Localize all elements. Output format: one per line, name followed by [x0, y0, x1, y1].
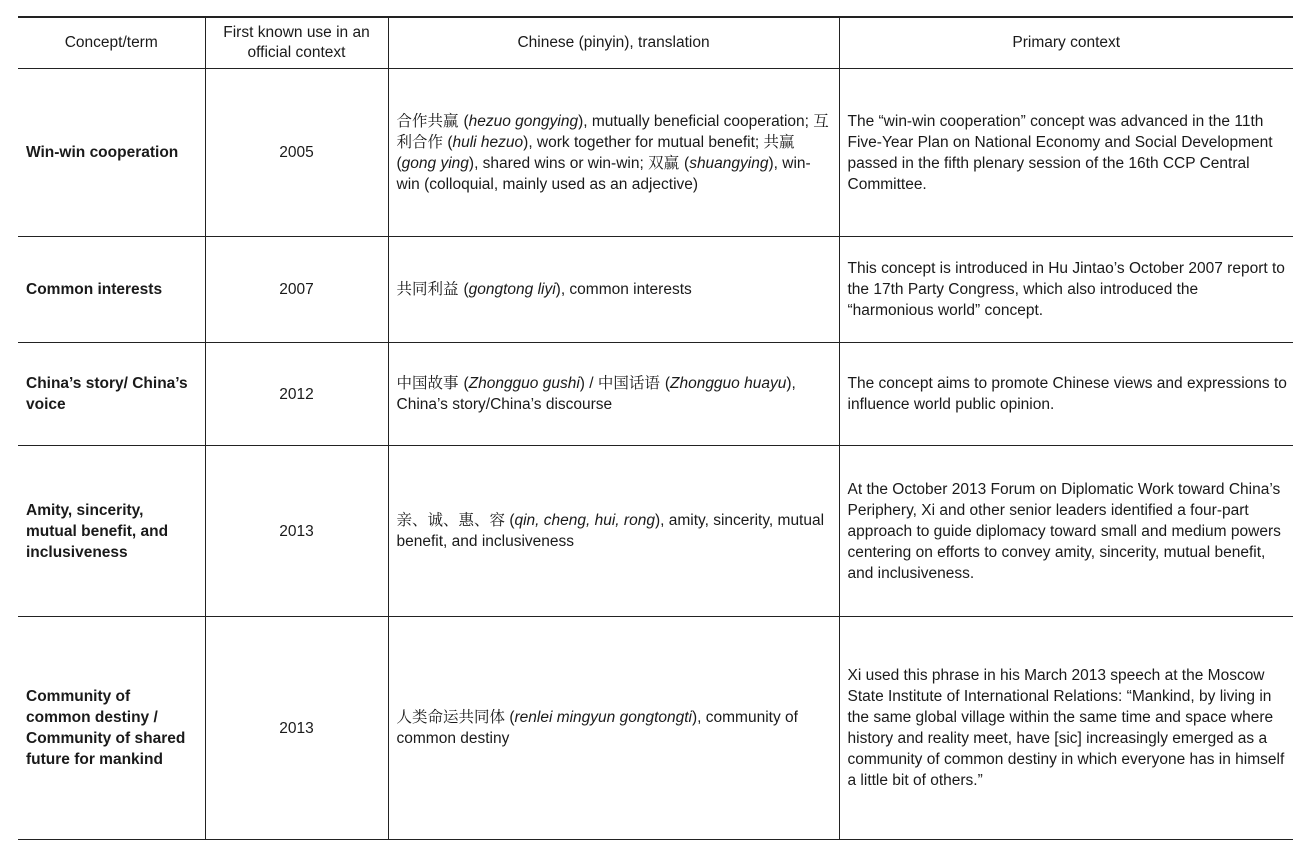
header-row — [18, 17, 1293, 69]
concept-cell: Community of common destiny / Community of shared future for mankind — [18, 617, 205, 840]
chinese-characters: 合作共赢 — [396, 111, 464, 130]
translation-text: ( — [505, 709, 515, 726]
pinyin-text: gongtong liyi — [468, 281, 556, 298]
chinese-cell — [388, 617, 839, 840]
translation-text: ), China’s story/China’s discourse — [396, 375, 796, 413]
year-cell: 2005 — [205, 69, 388, 237]
concepts-table — [18, 16, 1293, 840]
chinese-characters: 共同利益 — [396, 280, 464, 298]
concept-cell: Amity, sincerity, mutual benefit, and inclusiveness — [18, 446, 205, 617]
translation-text: ), shared wins or win-win; — [468, 154, 649, 172]
translation-text: ( — [463, 112, 469, 130]
chinese-characters: 共赢 — [763, 132, 795, 151]
chinese-characters: 人类命运共同体 — [396, 708, 506, 726]
translation-text: ( — [463, 375, 469, 392]
table-row — [18, 237, 1293, 343]
year-cell: 2007 — [205, 237, 388, 343]
translation-text: ), mutually beneficial cooperation; — [578, 112, 814, 130]
year-cell: 2012 — [205, 343, 388, 446]
concept-cell: China’s story/ China’s voice — [18, 343, 205, 446]
translation-text: ( — [396, 154, 402, 172]
context-cell: At the October 2013 Forum on Diplomatic Work toward China’s Periphery, Xi and other senior leaders identified a four-part approach to guide diplomacy toward small and medium powers centering on efforts to convey amity, sincerity, mutual benefit, and inclusiveness. — [839, 446, 1293, 617]
translation-text: ), win-win (colloquial, mainly used as an adjective) — [396, 154, 811, 193]
context-cell: This concept is introduced in Hu Jintao’s October 2007 report to the 17th Party Congress, which also introduced the “harmonious world” concept. — [839, 237, 1293, 343]
chinese-cell — [388, 343, 839, 446]
chinese-characters: 互利合作 — [396, 111, 829, 151]
year-cell: 2013 — [205, 446, 388, 617]
context-cell: The concept aims to promote Chinese views and expressions to influence world public opinion. — [839, 343, 1293, 446]
context-cell: Xi used this phrase in his March 2013 speech at the Moscow State Institute of International Relations: “Mankind, by living in the same global village within the same time and space where history and reality meet, have [sic] increasingly emerged as a community of common destiny in which everyone has in himself a little bit of others.” — [839, 617, 1293, 840]
chinese-characters: 亲、诚、惠、容 — [396, 511, 506, 529]
table-row — [18, 446, 1293, 617]
translation-text: ), amity, sincerity, mutual benefit, and inclusiveness — [396, 512, 825, 550]
chinese-characters: 双赢 — [648, 153, 685, 172]
pinyin-text: gong ying — [401, 154, 469, 172]
translation-text: ( — [505, 512, 515, 529]
translation-text: ) / — [579, 375, 598, 392]
pinyin-text: Zhongguo huayu — [669, 375, 787, 392]
table-row — [18, 617, 1293, 840]
pinyin-text: qin, cheng, hui, rong — [514, 512, 655, 529]
context-cell: The “win-win cooperation” concept was advanced in the 11th Five-Year Plan on National Economy and Social Development passed in the fifth plenary session of the 16th CCP Central Committee. — [839, 69, 1293, 237]
translation-text: ), community of common destiny — [396, 709, 798, 747]
pinyin-text: Zhongguo gushi — [468, 375, 580, 392]
chinese-cell — [388, 446, 839, 617]
header-chinese: Chinese (pinyin), translation — [388, 17, 839, 69]
header-context: Primary context — [839, 17, 1293, 69]
pinyin-text: huli hezuo — [452, 133, 524, 151]
concept-cell: Common interests — [18, 237, 205, 343]
year-cell: 2013 — [205, 617, 388, 840]
chinese-cell — [388, 69, 839, 237]
translation-text: ( — [463, 281, 469, 298]
concept-cell: Win-win cooperation — [18, 69, 205, 237]
translation-text: ( — [684, 154, 690, 172]
pinyin-text: hezuo gongying — [468, 112, 579, 130]
translation-text: ), common interests — [555, 281, 692, 298]
chinese-characters: 中国故事 — [396, 374, 464, 392]
chinese-characters: 中国话语 — [597, 374, 665, 392]
header-concept: Concept/term — [18, 17, 205, 69]
table-row — [18, 69, 1293, 237]
translation-text: ( — [443, 133, 453, 151]
table-row — [18, 343, 1293, 446]
translation-text: ), work together for mutual benefit; — [523, 133, 764, 151]
pinyin-text: renlei mingyun gongtongti — [514, 709, 692, 726]
pinyin-text: shuangying — [689, 154, 769, 172]
chinese-cell — [388, 237, 839, 343]
header-first-use: First known use in an official context — [205, 17, 388, 69]
translation-text: ( — [664, 375, 670, 392]
